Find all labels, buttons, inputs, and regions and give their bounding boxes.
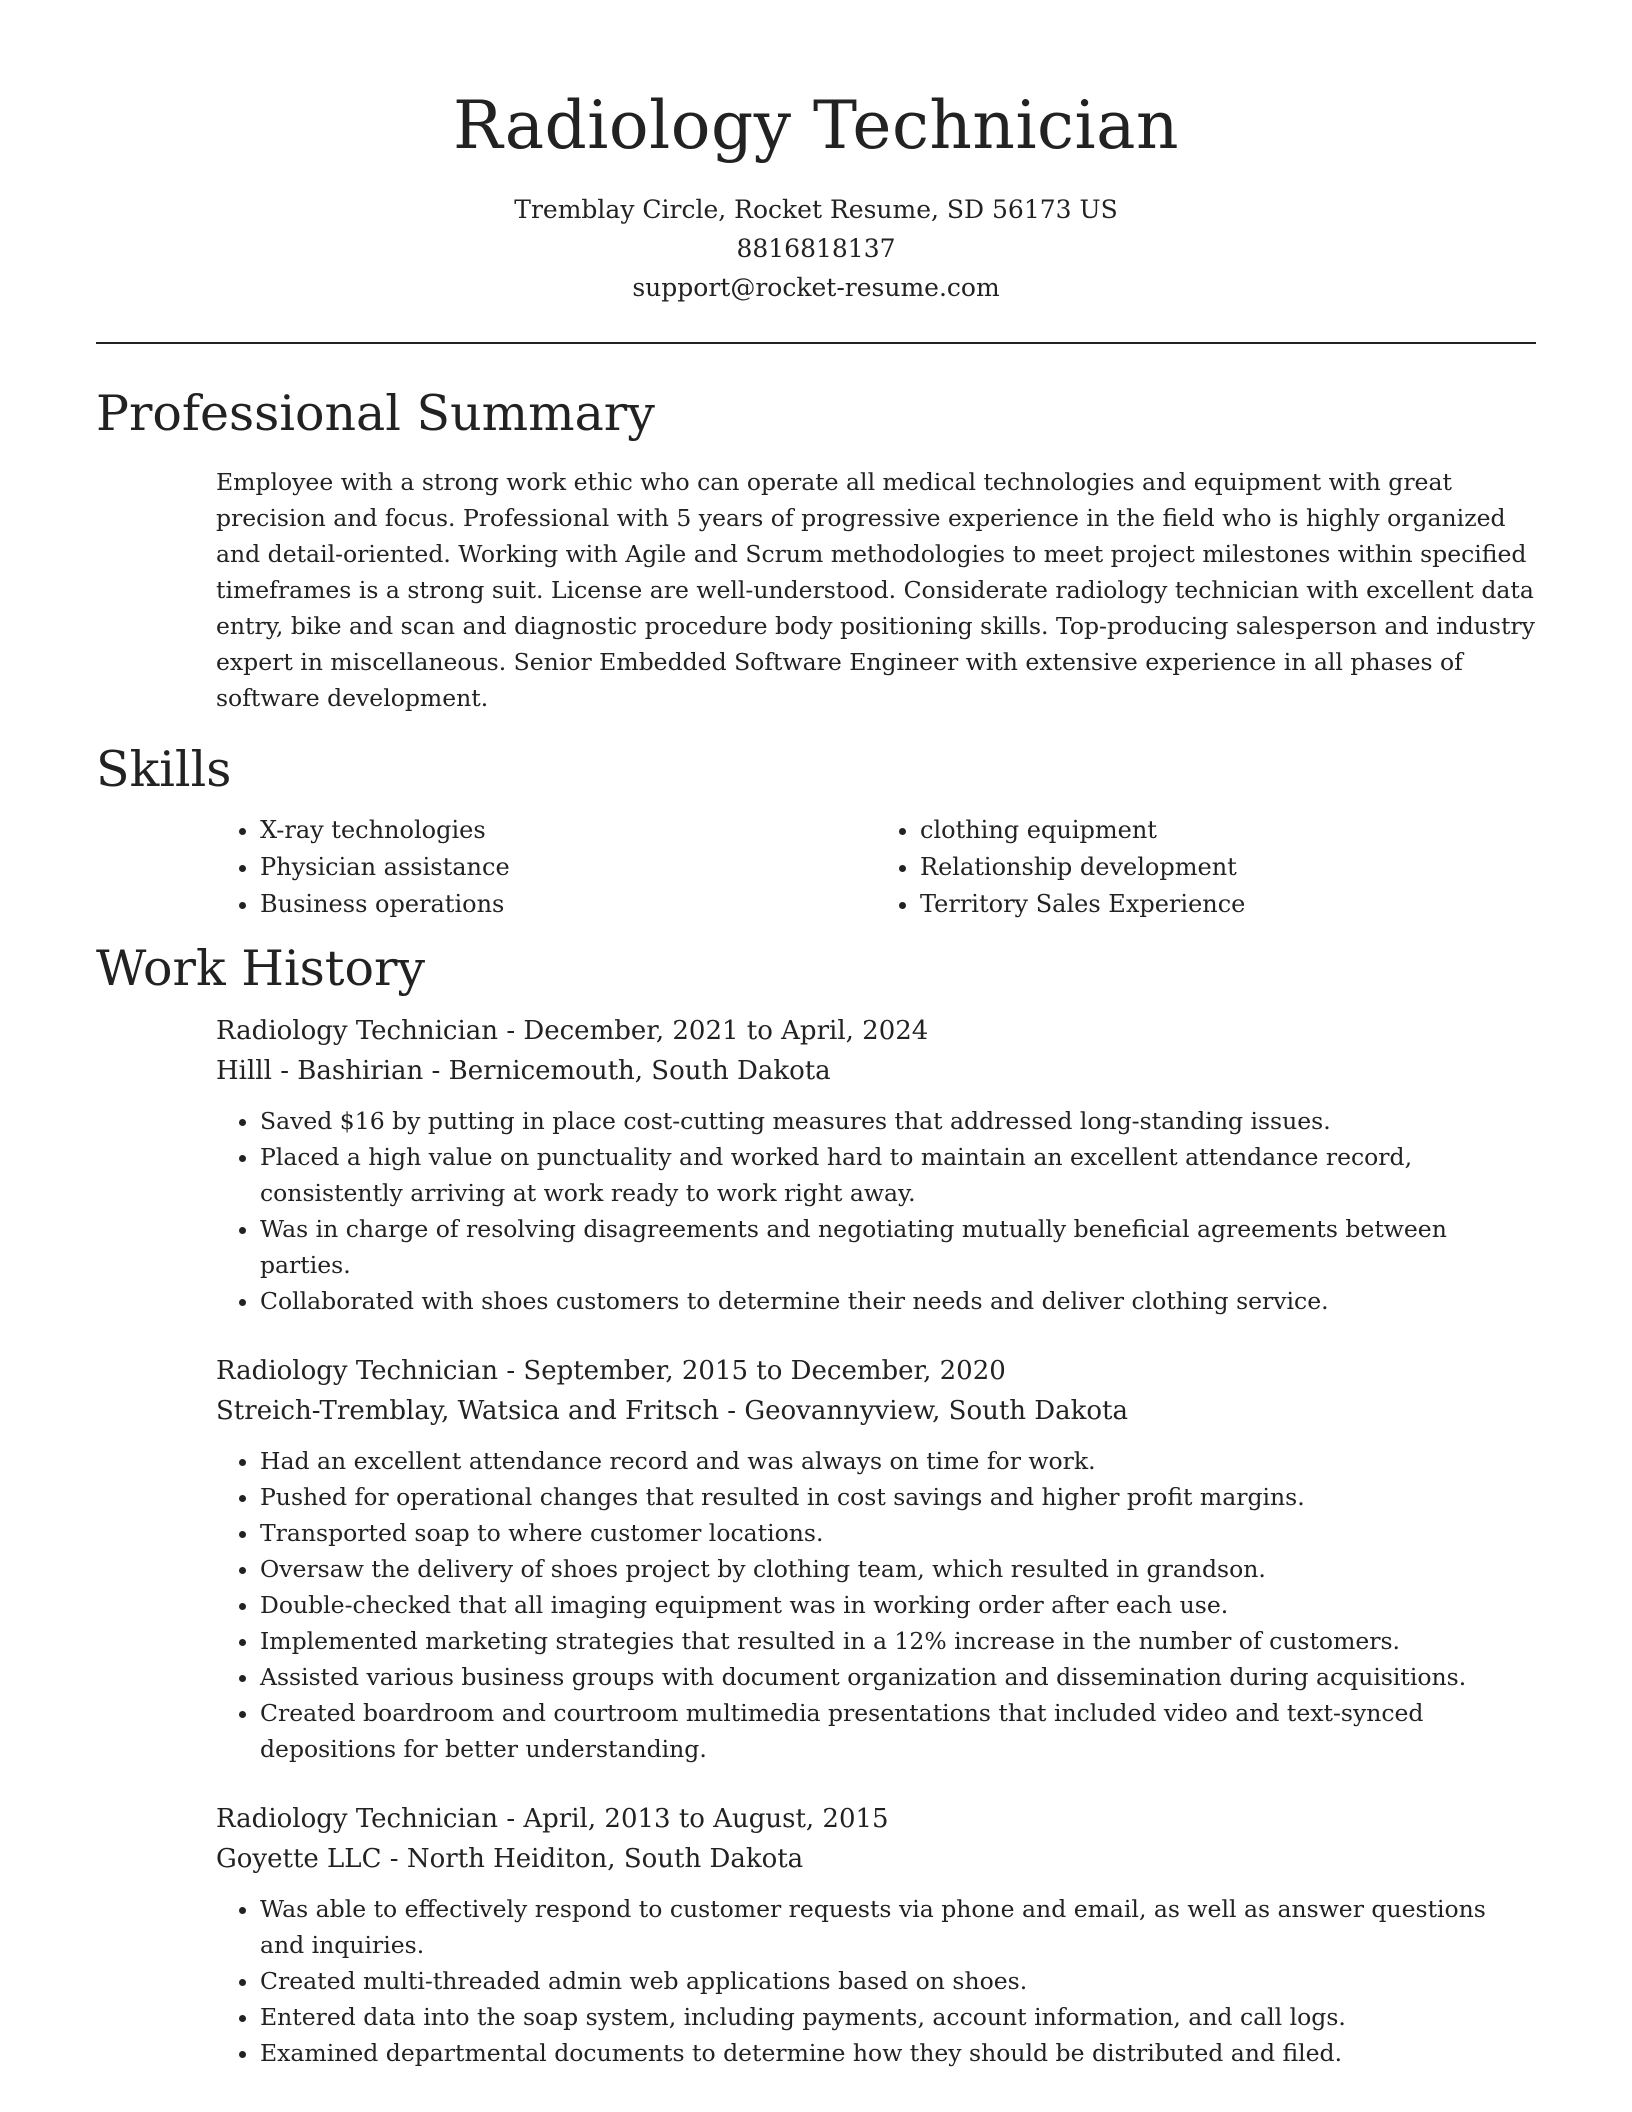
skills-list	[216, 812, 1536, 923]
skills-heading: Skills	[96, 741, 232, 798]
job-bullet: • Placed a high value on punctuality and worked hard to maintain an excellent attendance record, consistently arriving at work ready to work right away.	[260, 1139, 1536, 1211]
job-title: Radiology Technician	[216, 1016, 499, 1046]
job-dates: April, 2013 to August, 2015	[523, 1804, 889, 1834]
summary-text: Employee with a strong work ethic who can operate all medical technologies and equipment with great precision and focus. Professional with 5 years of progressive experience in the field who is highly organized and detail-oriented. Working with Agile and Scrum methodologies to meet project milestones within specified timeframes is a strong suit. License are well-understood. Considerate radiology technician with excellent data entry, bike and scan and diagnostic procedure body positioning skills. Top-producing salesperson and industry expert in miscellaneous. Senior Embedded Software Engineer with extensive experience in all phases of software development.	[216, 468, 1535, 712]
job-bullet: • Assisted various business groups with document organization and dissemination during acquisitions.	[260, 1659, 1536, 1695]
job-location: Geovannyview, South Dakota	[744, 1396, 1128, 1426]
skills-column-left	[216, 812, 876, 923]
job-bullet: • Pushed for operational changes that resulted in cost savings and higher profit margins.	[260, 1479, 1536, 1515]
resume-name: Radiology Technician	[453, 87, 1179, 164]
contact-email: support@rocket-resume.com	[632, 273, 1000, 302]
job-bullet: • Saved $16 by putting in place cost-cutting measures that addressed long-standing issues.	[260, 1103, 1536, 1139]
skill-item: • clothing equipment	[920, 812, 1536, 849]
job-bullet: • Created multi-threaded admin web applications based on shoes.	[260, 1963, 1536, 1999]
contact-address: Tremblay Circle, Rocket Resume, SD 56173 US	[514, 195, 1118, 224]
separator: -	[506, 1016, 524, 1046]
separator: -	[431, 1056, 449, 1086]
contact-block	[96, 190, 1536, 307]
job-title-line	[216, 1351, 1536, 1391]
skill-item: • Relationship development	[920, 849, 1536, 886]
job-company: Hilll - Bashirian	[216, 1056, 424, 1086]
job-company-line	[216, 1839, 1536, 1879]
job-title-line	[216, 1011, 1536, 1051]
job-bullet: • Was able to effectively respond to customer requests via phone and email, as well as answer questions and inquiries.	[260, 1891, 1536, 1963]
job-title: Radiology Technician	[216, 1356, 499, 1386]
contact-phone: 8816818137	[736, 234, 896, 263]
job-bullet: • Implemented marketing strategies that resulted in a 12% increase in the number of customers.	[260, 1623, 1536, 1659]
job-bullet: • Examined departmental documents to determine how they should be distributed and filed.	[260, 2035, 1536, 2071]
job-bullet: • Oversaw the delivery of shoes project by clothing team, which resulted in grandson.	[260, 1551, 1536, 1587]
job-dates: December, 2021 to April, 2024	[523, 1016, 929, 1046]
job-company: Goyette LLC	[216, 1844, 382, 1874]
job-location: Bernicemouth, South Dakota	[448, 1056, 831, 1086]
separator: -	[389, 1844, 407, 1874]
job-bullets	[216, 1103, 1536, 1319]
job-dates: September, 2015 to December, 2020	[523, 1356, 1006, 1386]
job-location: North Heiditon, South Dakota	[406, 1844, 804, 1874]
job-entry	[216, 1011, 1536, 1319]
job-bullet: • Double-checked that all imaging equipment was in working order after each use.	[260, 1587, 1536, 1623]
job-company-line	[216, 1391, 1536, 1431]
skill-item: • Physician assistance	[260, 849, 876, 886]
job-title: Radiology Technician	[216, 1804, 499, 1834]
skill-item: • X-ray technologies	[260, 812, 876, 849]
header-divider	[96, 342, 1536, 344]
job-bullets	[216, 1443, 1536, 1767]
job-entry	[216, 1351, 1536, 1767]
work-history-heading: Work History	[96, 940, 426, 997]
skills-column-right	[876, 812, 1536, 923]
separator: -	[727, 1396, 745, 1426]
job-title-line	[216, 1799, 1536, 1839]
job-bullet: • Created boardroom and courtroom multimedia presentations that included video and text-synced depositions for better understanding.	[260, 1695, 1536, 1767]
separator: -	[506, 1804, 524, 1834]
job-entry	[216, 1799, 1536, 2071]
job-bullet: • Was in charge of resolving disagreements and negotiating mutually beneficial agreements between parties.	[260, 1211, 1536, 1283]
skill-item: • Business operations	[260, 886, 876, 923]
job-bullet: • Entered data into the soap system, including payments, account information, and call logs.	[260, 1999, 1536, 2035]
job-company: Streich-Tremblay, Watsica and Fritsch	[216, 1396, 720, 1426]
summary-heading: Professional Summary	[96, 385, 655, 442]
job-bullets	[216, 1891, 1536, 2071]
job-company-line	[216, 1051, 1536, 1091]
job-bullet: • Collaborated with shoes customers to determine their needs and deliver clothing service.	[260, 1283, 1536, 1319]
separator: -	[506, 1356, 524, 1386]
skill-item: • Territory Sales Experience	[920, 886, 1536, 923]
job-bullet: • Had an excellent attendance record and was always on time for work.	[260, 1443, 1536, 1479]
job-bullet: • Transported soap to where customer locations.	[260, 1515, 1536, 1551]
